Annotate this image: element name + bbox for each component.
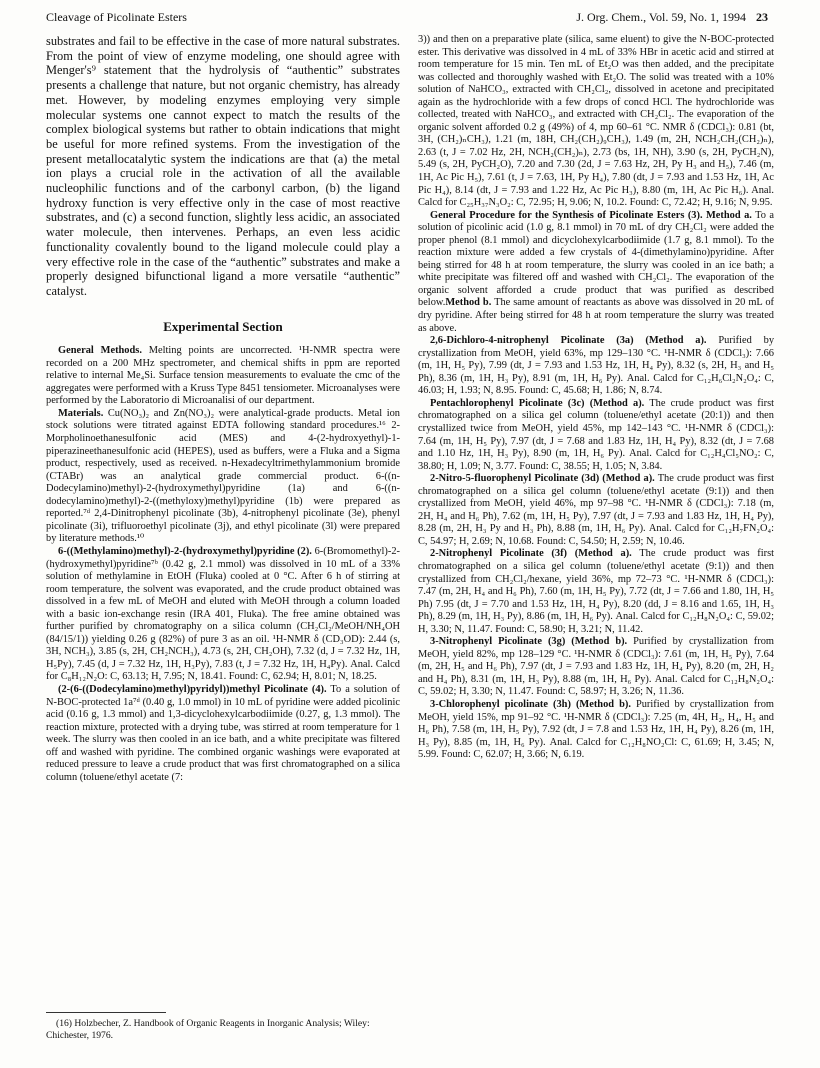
compound-3f-text: The crude product was first chromatographed on a silica gel column (toluene/ethyl acetate (9:1)) and then crystallized from CH₂Cl₂/hexane, yield 36%, mp 72–73 °C. ¹H-NMR δ (CDCl₃): 7.47 (m, 2H, H₄ and H₆ Ph), 7.60 (m, 1H, H₅ Py), 7.72 (dt, J = 7.66 and 1.80, 1H, H₅ Ph) 7.95 (dt, J = 7.70 and 1.53 Hz, 1H, H₄ Py), 8.20 (dd, J = 8.16 and 1.65, 1H, H₃ Ph), 8.29 (m, 1H, H₃ Py), 8.86 (m, 1H, H₆ Py). Anal. Calcd for C₁₂H₈N₂O₄: C, 59.02; H, 3.30; N, 11.47. Found: C, 58.90; H, 3.21; N, 11.42.: [418, 548, 774, 635]
compound-3c-paragraph: [418, 398, 774, 473]
compound-4-paragraph: [46, 684, 400, 784]
compound-3d-heading: 2-Nitro-5-fluorophenyl Picolinate (3d) (Method a).: [430, 473, 655, 485]
section-title: Experimental Section: [163, 318, 283, 334]
compound-4-continued: 3)) and then on a preparative plate (silica, same eluent) to give the N-BOC-protected ester. This derivative was dissolved in 4 mL of 33% HBr in acetic acid and stirred at room temperature for 15 min. Ten mL of Et₂O was then added, and the precipitate was collected and thoroughly washed with Et₂O. The solid was treated with a 10% solution of NaHCO₃, extracted with CH₂Cl₂, dissolved in acetone and precipitated again as the hydrochloride with a few drops of concd HCl. The hydrochloride was collected, treated with NaHCO₃, and extracted with CH₂Cl₂. The evaporation of the organic solvent afforded 0.2 g (49%) of 4, mp 60–61 °C. NMR δ (CDCl₃): 0.81 (bt, 3H, (CH₂)ₙCH₃), 1.21 (m, 18H, CH₂(CH₂)₉CH₃), 1.49 (m, 2H, NCH₂CH₂(CH₂)ₙ), 2.63 (t, J = 7.02 Hz, 2H, NCH₂(CH₂)ₙ), 2.73 (bs, 1H, NH), 3.90 (s, 2H, PyCH₂N), 5.49 (s, 2H, PyCH₂O), 7.20 and 7.30 (2d, J = 7.63 Hz, 2H, Py H₃ and H₅), 7.46 (m, 1H, Ac Pic H₅), 7.61 (t, J = 7.63, 1H, Py H₄), 7.80 (dt, J = 7.93 and 1.53 Hz, 1H, Ac Pic H₄), 8.14 (dt, J = 7.93 and 1.22 Hz, Ac Pic H₃), 8.80 (m, 1H, Ac Pic H₆). Anal. Calcd for C₂₅H₃₇N₃O₂: C, 72.95; H, 9.06; N, 10.2. Found: C, 72.42; H, 9.16; N, 9.95.: [418, 34, 774, 209]
compound-3f-heading: 2-Nitrophenyl Picolinate (3f) (Method a).: [430, 548, 632, 560]
compound-3h-text: Purified by crystallization from MeOH, yield 15%, mp 91–92 °C. ¹H-NMR δ (CDCl₃): 7.25 (m, 4H, H₂, H₄, H₅ and H₆ Ph), 7.58 (m, 1H, H₅ Py), 7.92 (dt, J = 7.8 and 1.53 Hz, 1H, H₄ Py), 8.26 (m, 1H, H₃ Py), 8.85 (m, 1H, H₆ Py). Anal. Calcd for C₁₂H₈NO₂Cl: C, 61.69; H, 3.45; N, 5.99. Found: C, 62.07; H, 3.66; N, 6.19.: [418, 698, 774, 761]
general-methods-text: Melting points are uncorrected. ¹H-NMR spectra were recorded on a 200 MHz spectrometer, and chemical shifts in ppm are reported relative to internal Me₄Si. Surface tension measurements to evaluate the cmc of the aggregates were performed with a Kruss Type 8451 tensiometer. Microanalyses were performed by the Laboratorio di Microanalisi of our department.: [46, 345, 400, 407]
materials-text: Cu(NO₃)₂ and Zn(NO₃)₂ were analytical-grade products. Metal ion stock solutions were titrated against EDTA following standard procedures.¹⁶ 2-Morpholinoethanesulfonic acid (MES) and 4-(2-hydroxyethyl)-1-piperazineethanesulfonic acid (HEPES), used as buffers, were a Fluka and a Sigma product, respectively, used as received. n-Hexadecyltrimethylammonium bromide (CTABr) was an analytical grade commercial product. 6-((n-Dodecylamino)methyl)-2-(hydroxymethyl)pyridine (1a) and 6-((n-dodecylamino)methyl)-2-((methyloxy)methyl)pyridine (1b) were prepared as reported.⁷ᵈ 2,4-Dinitrophenyl picolinate (3b), 4-nitrophenyl picolinate (3e), phenyl picolinate (3i), trifluoroethyl picolinate (3j), and ethyl picolinate (3l) were prepared by literature methods.¹⁰: [46, 407, 400, 545]
general-methods-paragraph: [46, 345, 400, 408]
compound-3g-heading: 3-Nitrophenyl Picolinate (3g) (Method b).: [430, 636, 628, 648]
compound-3d-paragraph: [418, 473, 774, 548]
compound-3f-paragraph: [418, 548, 774, 636]
compound-3h-heading: 3-Chlorophenyl picolinate (3h) (Method b).: [430, 698, 631, 710]
footnote-divider: [46, 1012, 166, 1013]
compound-3c-text: The crude product was first chromatographed on a silica gel column (toluene/ethyl acetate (20:1)) and then crystallized twice from MeOH, yield 45%, mp 142–143 °C. ¹H-NMR δ (CDCl₃): 7.64 (m, 1H, H₅ Py), 7.97 (dt, J = 7.68 and 1.83 Hz, 1H, H₄ Py), 8.32 (dt, J = 7.68 and 1.10 Hz, 1H, H₃ Py), 8.90 (m, 1H, H₆ Py). Anal. Calcd for C₁₂H₄Cl₅NO₂: C, 38.80; H, 1.09; N, 3.77. Found: C, 38.55; H, 1.05; N, 3.84.: [418, 397, 774, 472]
right-column: [418, 34, 774, 762]
compound-2-paragraph: [46, 546, 400, 684]
compound-3g-text: Purified by crystallization from MeOH, yield 82%, mp 128–129 °C. ¹H-NMR δ (CDCl₃): 7.61 (m, 1H, H₅ Py), 7.64 (m, 2H, H₅ and H₆ Ph), 7.97 (dt, J = 7.93 and 1.83 Hz, 1H, H₄ Py), 8.20 (m, 2H, H₂ and H₄ Ph), 8.31 (m, 1H, H₃ Py), 8.88 (m, 1H, H₆ Py). Anal. Calcd for C₁₂H₈N₂O₄: C, 59.02; H, 3.30; N, 11.47. Found: C, 58.97; H, 3.26; N, 11.36.: [418, 636, 774, 698]
general-procedure-text: To a solution of picolinic acid (1.0 g, 8.1 mmol) in 70 mL of dry CH₂Cl₂ were added the proper phenol (8.1 mmol) and dicyclohexylcarbodiimide (1.7 g, 8.1 mmol). To the reaction mixture were added a few crystals of 4-(dimethylamino)pyridine. After being stirred for 48 h at room temperature, the slurry was cooled in an ice bath; a white precipitate was filtered off and washed with CH₂Cl₂. The evaporation of the organic solvent afforded a crude product that was purified as described below.: [418, 209, 775, 309]
method-b-text: The same amount of reactants as above was dissolved in 20 mL of dry pyridine. After being stirred for 48 h at room temperature the slurry was treated as above.: [418, 297, 774, 334]
general-methods-heading: General Methods.: [58, 345, 142, 357]
compound-3a-heading: 2,6-Dichloro-4-nitrophenyl Picolinate (3a) (Method a).: [430, 335, 707, 347]
page-number: 23: [756, 10, 768, 24]
materials-paragraph: [46, 408, 400, 546]
compound-4-text: To a solution of N-BOC-protected 1a⁷ᵈ (0.40 g, 1.0 mmol) in 10 mL of pyridine were added picolinic acid (0.16 g, 1.3 mmol) and 1,3-dicyclohexylcarbodiimide (0.27, g, 1.3 mmol). The reaction mixture, protected with a drying tube, was stirred at room temperature for 1 week. The slurry was then cooled in an ice bath, and a white precipitate was filtered off and washed with pyridine. The combined organic washings were evaporated at reduced pressure to leave a crude product that was first chromatographed on a silica column (toluene/ethyl acetate (7:: [46, 683, 400, 783]
journal-name: J. Org. Chem., Vol. 59, No. 1, 1994: [576, 10, 746, 24]
journal-citation: [576, 10, 768, 25]
general-procedure-paragraph: [418, 210, 774, 335]
compound-4-heading: (2-(6-((Dodecylamino)methyl)pyridyl))methyl Picolinate (4).: [58, 683, 327, 695]
compound-3c-heading: Pentachlorophenyl Picolinate (3c) (Method a).: [430, 397, 645, 409]
compound-3h-paragraph: [418, 699, 774, 762]
compound-3g-paragraph: [418, 636, 774, 699]
compound-2-heading: 6-((Methylamino)methyl)-2-(hydroxymethyl)pyridine (2).: [58, 545, 312, 557]
materials-heading: Materials.: [58, 407, 104, 419]
discussion-paragraph: substrates and fail to be effective in the case of more natural substrates. From the point of view of enzyme modeling, one should agree with Menger's⁹ statement that the hydrolysis of “authentic” substrates presents a challenge that nature, but not organic chemistry, has already met. However, by modeling enzymes employing very simple molecular systems one cannot expect to match the results of the complex biological systems but rather to obtain indications that might be useful for more refined systems. From the investigation of the present metallocatalytic system the indications are that (a) the metal ion plays a crucial role in the activation of all the available nucleophilic functions and of the carbonyl carbon, (b) the ligand hydroxy function is very effective only in the case of most reactive substrates, and (c) a second function, slightly less acidic, an associated water molecule, then intervenes. Perhaps, an even less acidic functionality covalently bound to the ligand molecule could play a very effective role in the case of the “authentic” substrates and make a properly designed bifunctional ligand a more versatile “authentic” catalyst.: [46, 34, 400, 298]
running-title: Cleavage of Picolinate Esters: [46, 10, 187, 24]
compound-3a-text: Purified by crystallization from MeOH, yield 63%, mp 129–130 °C. ¹H-NMR δ (CDCl₃): 7.66 (m, 1H, H₅ Py), 7.99 (dt, J = 7.93 and 1.53 Hz, 1H, H₄ Py), 8.32 (s, 2H, H₃ and H₅ Ph), 8.36 (m, 1H, H₃ Py), 8.91 (m, 1H, H₆ Py). Anal. Calcd for C₁₂H₆Cl₂N₂O₄: C, 46.03; H, 1.93; N, 8.95. Found: C, 45.68; H, 1.86; N, 8.74.: [418, 335, 775, 397]
footnote-16: (16) Holzbecher, Z. Handbook of Organic Reagents in Inorganic Analysis; Wiley: Chichester, 1976.: [46, 1018, 370, 1041]
left-column: [46, 34, 400, 784]
compound-3a-paragraph: [418, 335, 774, 398]
general-procedure-heading: General Procedure for the Synthesis of Picolinate Esters (3). Method a.: [430, 209, 752, 221]
method-b-heading: Method b.: [445, 297, 492, 309]
compound-3d-text: The crude product was first chromatographed on a silica gel column (toluene/ethyl acetate (9:1)) and then crystallized from MeOH, yield 46%, mp 97–98 °C. ¹H-NMR δ (CDCl₃): 7.18 (m, 2H, H₄ and H₆ Ph), 7.62 (m, 1H, H₅ Py), 7.97 (dt, J = 7.93 and 1.83 Hz, 1H, H₄ Py), 8.28 (m, 2H, H₃ Py and H₃ Ph), 8.88 (m, 1H, H₆ Py). Anal. Calcd for C₁₂H₇FN₂O₄: C, 54.97; H, 2.69; N, 10.68. Found: C, 54.50; H, 2.59; N, 10.46.: [418, 473, 774, 547]
compound-2-text: 6-(Bromomethyl)-2-(hydroxymethyl)pyridine⁷ᵇ (0.42 g, 2.1 mmol) was dissolved in 10 mL of a 33% solution of methylamine in EtOH (Fluka) cooled at 0 °C. After 6 h of stirring at room temperature, the solvent was evaporated, and the crude product obtained was dissolved in a few mL of MeOH and eluted with MeOH through a column loaded with a basic ion-exchange resin (IRA 401, Fluka). The free amine obtained was further purified by chromatography on a silica column (CH₂Cl₂/MeOH/NH₄OH (84/15/1)) yielding 0.26 g (82%) of pure 3 as an oil. ¹H-NMR δ (CD₃OD): 2.44 (s, 3H, NCH₃), 3.85 (s, 2H, CH₂NCH₃), 4.73 (s, 2H, CH₂OH), 7.32 (d, J = 7.32 Hz, 1H, H₅Py), 7.45 (d, J = 7.32 Hz, 1H, H₃Py), 7.83 (t, J = 7.32 Hz, 1H, H₄Py). Anal. Calcd for C₈H₁₂N₂O: C, 63.13; H, 7.95; N, 18.41. Found: C, 62.94; H, 8.01; N, 18.25.: [46, 545, 400, 683]
